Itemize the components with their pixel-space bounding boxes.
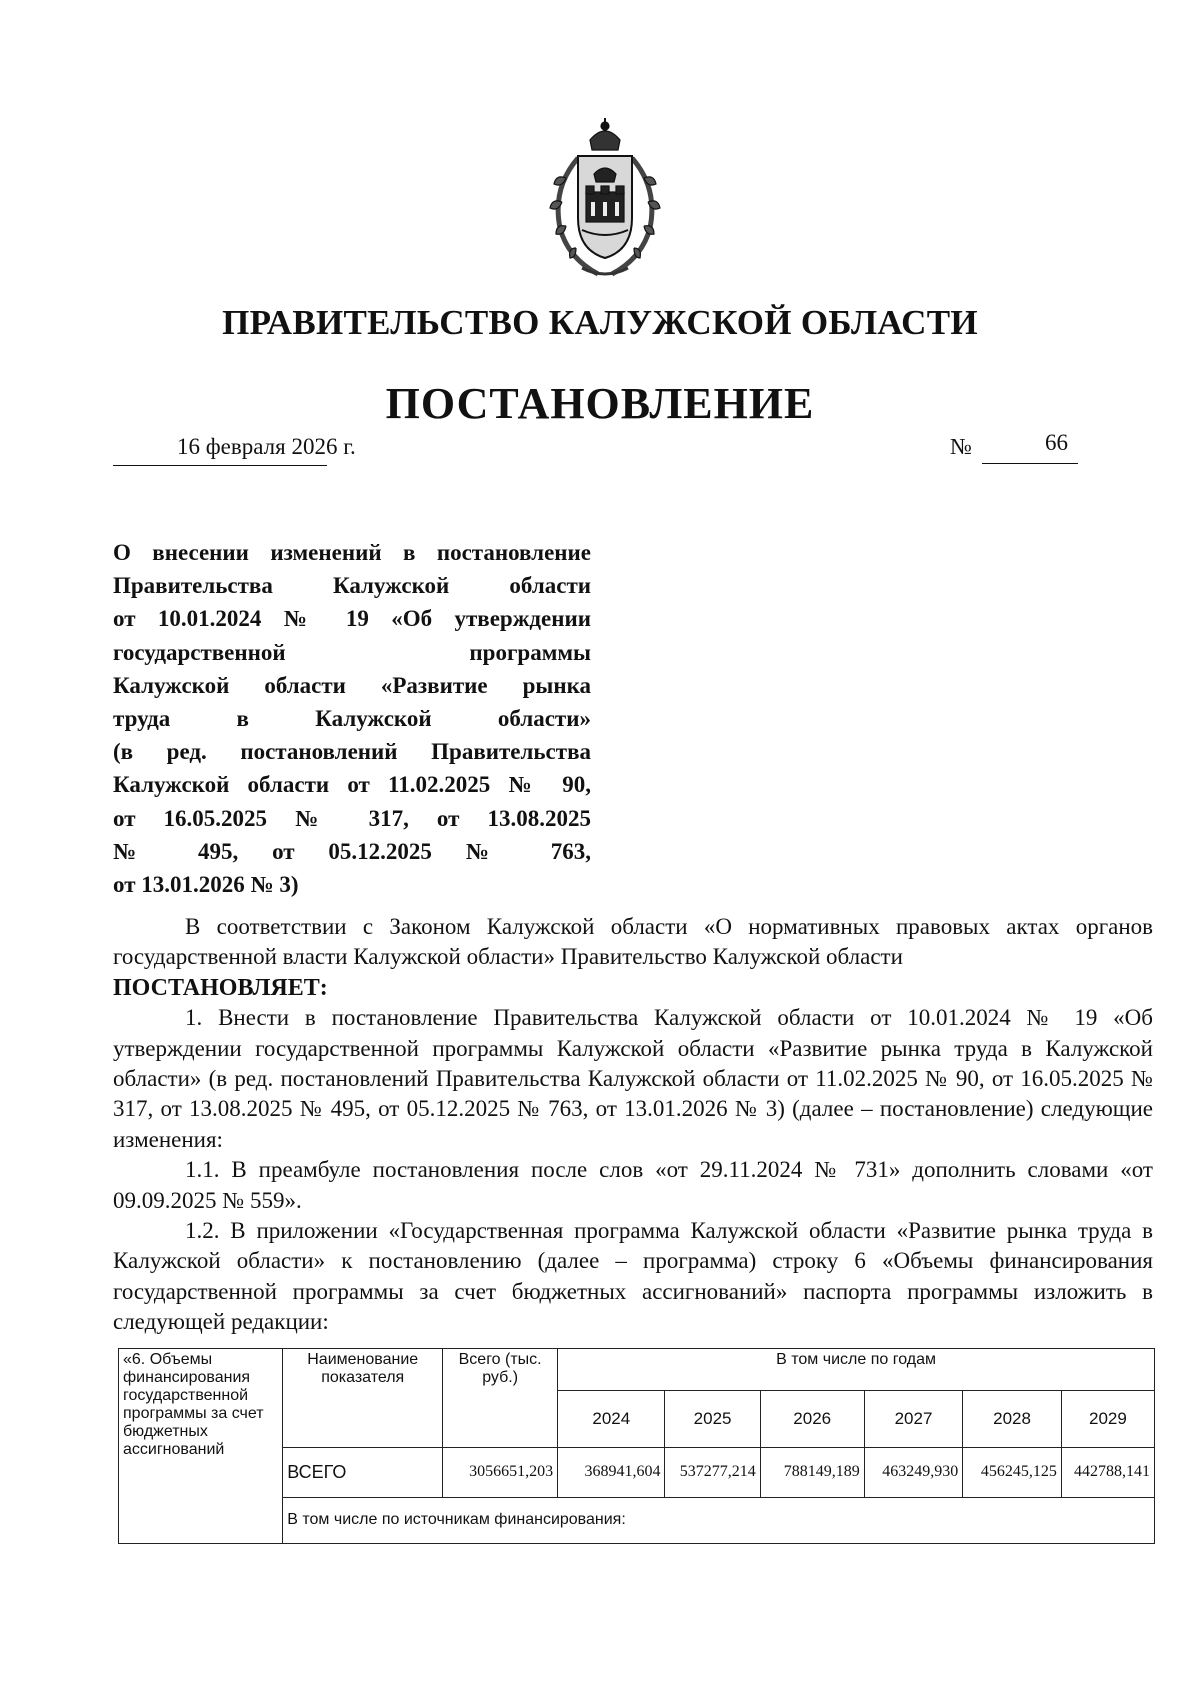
subject-line: № 495, от 05.12.2025 № 763, [113,838,591,864]
subject-line: (в ред. постановлений Правительства [113,739,591,765]
total-row-label: ВСЕГО [283,1447,443,1497]
clause-1-1: 1.1. В преамбуле постановления после слов «от 29.11.2024 № 731» дополнить словами «от 09.09.2025 № 559». [113,1157,1153,1213]
coat-of-arms-emblem [538,118,672,280]
year-amount: 788149,189 [760,1447,864,1497]
year-header: 2025 [665,1390,760,1447]
year-amount: 456245,125 [963,1447,1062,1497]
indicator-header: Наименование показателя [283,1349,443,1448]
subject-line: государственной программы [113,639,591,665]
year-amount: 537277,214 [665,1447,760,1497]
number-underline [982,463,1078,464]
document-body [113,912,1153,1338]
subject-line: Правительства Калужской области [113,573,591,599]
year-header: 2026 [760,1390,864,1447]
number-label: № [950,434,972,459]
total-amount: 3056651,203 [443,1447,558,1497]
document-number: 66 [1045,430,1068,455]
authority-title: ПРАВИТЕЛЬСТВО КАЛУЖСКОЙ ОБЛАСТИ [222,303,978,342]
row-label-cell: «6. Объемы финансирования государственной программы за счет бюджетных ассигнований [119,1349,283,1544]
preamble-paragraph: В соответствии с Законом Калужской области «О нормативных правовых актах органов государственной власти Калужской области» Правительство Калужской области [113,914,1153,970]
sources-row: В том числе по источникам финансирования: [283,1497,1155,1543]
subject-line: от 16.05.2025 № 317, от 13.08.2025 [113,805,591,831]
document-type-title: ПОСТАНОВЛЕНИЕ [385,379,815,428]
subject-line: О внесении изменений в постановление [113,540,591,565]
year-amount: 442788,141 [1061,1447,1154,1497]
document-subject [113,536,591,901]
total-header: Всего (тыс. руб.) [443,1349,558,1448]
years-group-header: В том числе по годам [558,1349,1155,1391]
subject-line: Калужской области «Развитие рынка [113,672,591,698]
date-underline [113,465,327,466]
subject-line: от 13.01.2026 № 3) [113,872,299,898]
year-header: 2027 [864,1390,963,1447]
year-amount: 368941,604 [558,1447,665,1497]
resolves-heading: ПОСТАНОВЛЯЕТ: [113,974,328,1001]
subject-line: от 10.01.2024 № 19 «Об утверждении [113,606,591,632]
year-amount: 463249,930 [864,1447,963,1497]
year-header: 2029 [1061,1390,1154,1447]
year-header: 2028 [963,1390,1062,1447]
subject-line: труда в Калужской области» [113,706,591,732]
financing-table [118,1348,1155,1544]
clause-1: 1. Внести в постановление Правительства Калужской области от 10.01.2024 № 19 «Об утверждении государственной программы Калужской области «Развитие рынка труда в Калужской области» (в ред. постановлений Правительства Калужской области от 11.02.2025 № 90, от 16.05.2025 № 317, от 13.08.2025 № 495, от 05.12.2025 № 763, от 13.01.2026 № 3) (далее – постановление) следующие изменения: [113,1005,1153,1152]
document-date: 16 февраля 2026 г. [177,434,356,459]
subject-line: Калужской области от 11.02.2025 № 90, [113,772,591,798]
clause-1-2: 1.2. В приложении «Государственная программа Калужской области «Развитие рынка труда в Калужской области» к постановлению (далее – программа) строку 6 «Объемы финансирования государственной программы за счет бюджетных ассигнований» паспорта программы изложить в следующей редакции: [113,1218,1153,1335]
year-header: 2024 [558,1390,665,1447]
